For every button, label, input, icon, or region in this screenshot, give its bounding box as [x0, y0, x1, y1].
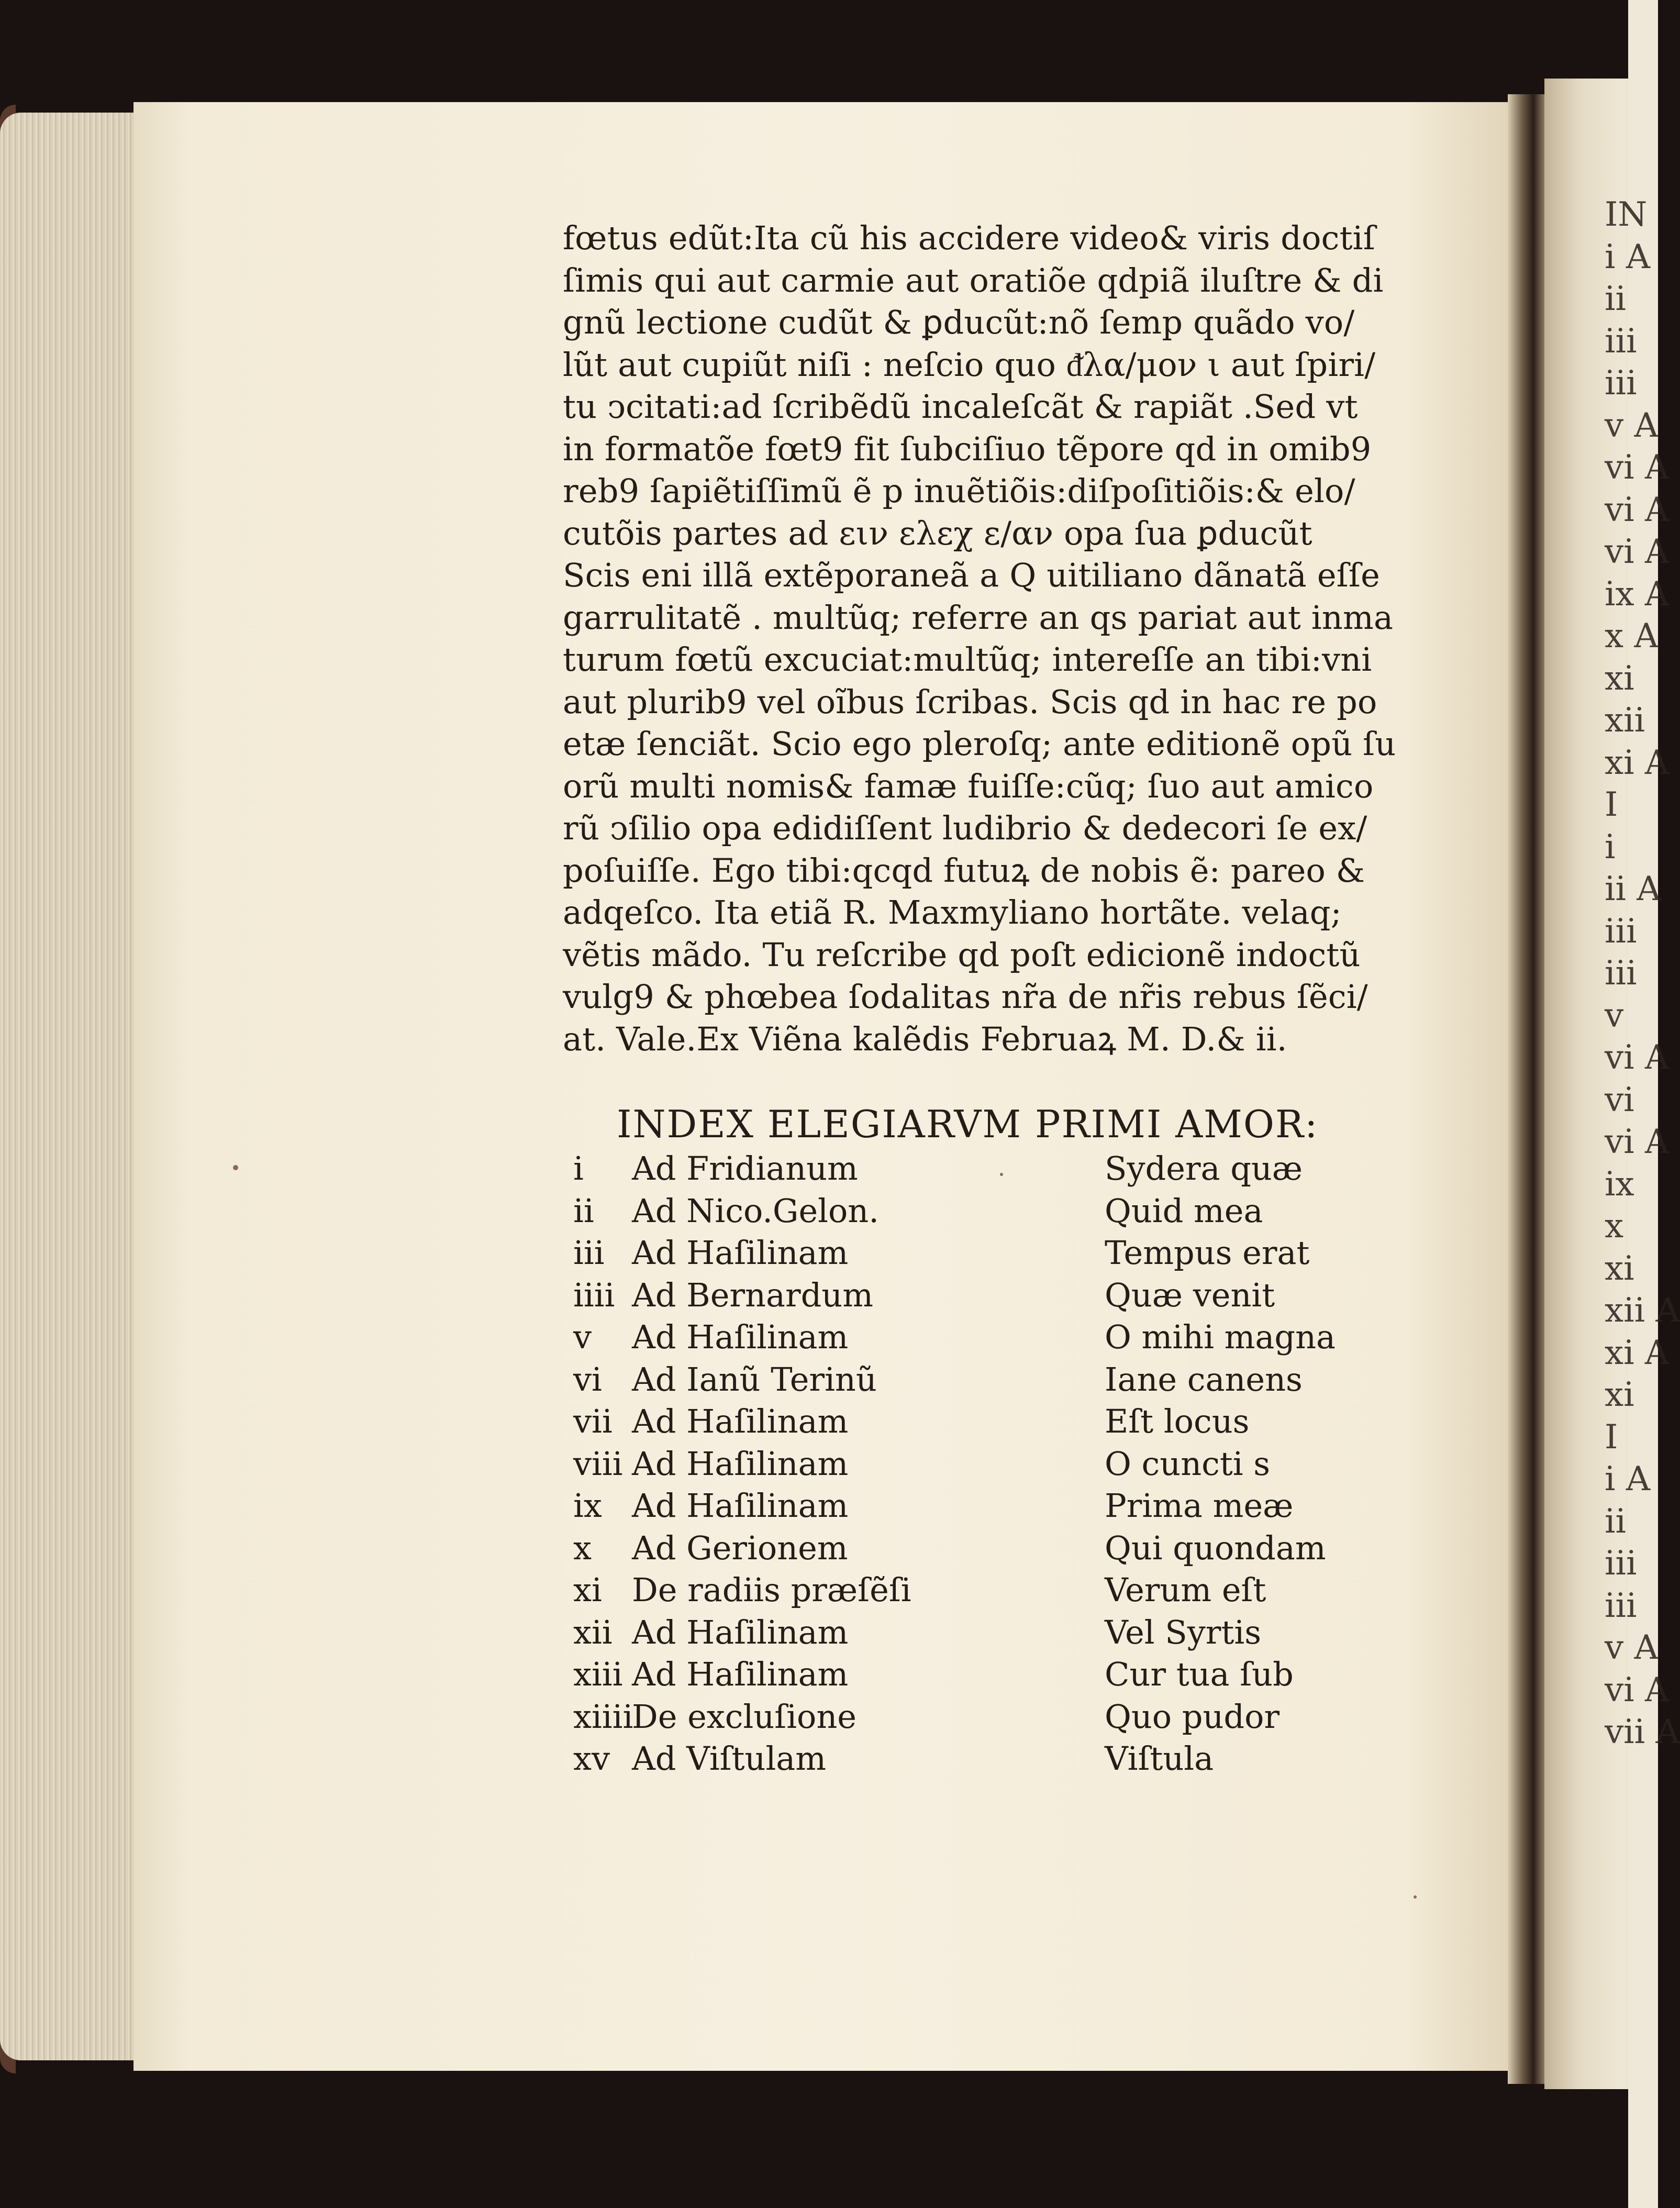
index-incipit: Verum eſt: [1105, 1571, 1266, 1609]
index-number: v: [573, 1318, 592, 1356]
facing-line: vi A: [1605, 1123, 1670, 1161]
facing-line: i A: [1605, 237, 1651, 276]
facing-line: vi: [1605, 1080, 1634, 1119]
facing-line: i A: [1605, 1460, 1651, 1499]
index-row: [573, 1360, 1390, 1403]
index-row: [573, 1234, 1390, 1276]
index-title-entry: Ad Haſilinam: [632, 1402, 849, 1440]
index-number: x: [573, 1528, 592, 1567]
index-row: [573, 1529, 1390, 1571]
index-incipit: Eſt locus: [1105, 1402, 1250, 1440]
index-title: INDEX ELEGIARVM PRIMI AMOR:: [617, 1102, 1319, 1146]
index-title-entry: Ad Nico.Gelon.: [632, 1191, 879, 1230]
facing-line: vii A: [1605, 1713, 1680, 1751]
index-row: [573, 1613, 1390, 1656]
text-line: cutõis partes ad ειν ελεχ ε/αν opa ſua ꝑducũt: [563, 514, 1312, 552]
text-line: aut plurib9 vel oĩbus ſcribas. Scis qd in hac re po: [563, 682, 1377, 721]
index-incipit: Sydera quæ: [1105, 1149, 1303, 1188]
index-row: [573, 1697, 1390, 1740]
text-line: vẽtis mãdo. Tu reſcribe qd poſt edicionẽ indoctũ: [563, 935, 1361, 974]
index-row: [573, 1318, 1390, 1360]
index-title-entry: Ad Viſtulam: [632, 1739, 827, 1778]
facing-line: iii: [1605, 321, 1637, 361]
ink-spot: [1000, 1173, 1003, 1176]
facing-line: x A: [1605, 617, 1659, 656]
ink-spot: [1414, 1895, 1417, 1899]
facing-line: I: [1605, 1417, 1618, 1457]
facing-line: v A: [1605, 1628, 1659, 1667]
text-line: etæ ſenciãt. Scio ego pleroſq; ante editionẽ opũ ſu: [563, 725, 1396, 763]
facing-line: vi A: [1605, 532, 1670, 571]
facing-line: v: [1605, 996, 1624, 1035]
facing-line: iii: [1605, 1586, 1637, 1625]
index-incipit: Vel Syrtis: [1105, 1613, 1262, 1651]
index-number: xi: [573, 1571, 602, 1609]
text-line: turum fœtũ excuciat:multũq; intereſſe an tibi:vni: [563, 640, 1372, 679]
index-title-entry: De radiis præſẽſi: [632, 1571, 911, 1609]
facing-line: v A: [1605, 406, 1659, 445]
facing-line: ix A: [1605, 574, 1670, 614]
index-title-entry: Ad Gerionem: [632, 1528, 848, 1567]
index-incipit: Iane canens: [1105, 1360, 1303, 1399]
facing-line: ii: [1605, 1502, 1626, 1541]
facing-line: vi A: [1605, 1038, 1670, 1077]
facing-line: vi A: [1605, 1670, 1670, 1710]
index-number: ix: [573, 1486, 602, 1525]
text-line: fœtus edũt:Ita cũ his accidere video& viris doctiſ: [563, 219, 1375, 257]
text-line: lũt aut cupiũt niſi : neſcio quo ᵭλα/μον ι aut ſpiri/: [563, 345, 1376, 384]
index-row: [573, 1192, 1390, 1234]
facing-line: xii: [1605, 701, 1645, 740]
facing-line: xi: [1605, 1375, 1634, 1414]
facing-line: iii: [1605, 912, 1637, 951]
facing-line: xi: [1605, 1249, 1634, 1288]
index-title-entry: Ad Haſilinam: [632, 1318, 849, 1356]
facing-page-text: [1605, 194, 1680, 1754]
facing-line: ii: [1605, 280, 1626, 318]
text-line: gnũ lectione cudũt & ꝑducũt:nõ ſemp quãdo vo/: [563, 303, 1355, 341]
index-incipit: Quid mea: [1105, 1191, 1263, 1230]
index-number: iii: [573, 1234, 605, 1272]
index-row: [573, 1571, 1390, 1613]
index-title-entry: Ad Haſilinam: [632, 1444, 849, 1483]
text-line: ſimis qui aut carmie aut oratiõe qdpiã iluſtre & di: [563, 261, 1384, 299]
index-incipit: Tempus erat: [1105, 1234, 1310, 1272]
index-row: [573, 1276, 1390, 1318]
index-row: [573, 1739, 1390, 1782]
facing-line: iii: [1605, 364, 1637, 403]
index-incipit: O cuncti s: [1105, 1444, 1271, 1483]
page-stack-edge: [0, 113, 141, 2060]
text-line: in formatõe fœt9 fit ſubciſiuo tẽpore qd in omib9: [563, 429, 1372, 468]
facing-line: i: [1605, 827, 1616, 867]
facing-line: iii: [1605, 954, 1637, 993]
index-number: i: [573, 1149, 584, 1188]
facing-line: xii A: [1605, 1291, 1680, 1330]
index-title-entry: De excluſione: [632, 1697, 856, 1736]
text-line: vulg9 & phœbea ſodalitas nr̃a de nr̃is rebus ſẽci/: [563, 978, 1368, 1016]
index-number: viii: [573, 1444, 623, 1483]
index-incipit: O mihi magna: [1105, 1318, 1336, 1356]
index-title-entry: Ad Haſilinam: [632, 1234, 849, 1272]
facing-line: xi A: [1605, 1333, 1670, 1372]
text-line: poſuiſſe. Ego tibi:qcqd futuꝝ de nobis ẽ: pareo &: [563, 851, 1365, 890]
index-title-entry: Ad Fridianum: [632, 1149, 858, 1188]
text-line: reb9 ſapiẽtiſſimũ ẽ p inuẽtiõis:diſpoſitiõis:& elo/: [563, 472, 1355, 510]
index-number: ii: [573, 1191, 594, 1230]
index-row: [573, 1655, 1390, 1697]
facing-line: ix: [1605, 1164, 1634, 1204]
index-number: vii: [573, 1402, 613, 1440]
index-row: [573, 1486, 1390, 1529]
index-incipit: Prima meæ: [1105, 1486, 1294, 1525]
index-row: [573, 1149, 1390, 1192]
index-incipit: Cur tua ſub: [1105, 1655, 1294, 1693]
index-incipit: Quæ venit: [1105, 1275, 1275, 1314]
text-line: tu ↄcitati:ad ſcribẽdũ incaleſcãt & rapiãt .Sed vt: [563, 387, 1358, 426]
facing-line: iii: [1605, 1544, 1637, 1583]
facing-line: xi A: [1605, 743, 1670, 782]
index-table: [573, 1149, 1390, 1782]
ink-spot: [233, 1165, 238, 1170]
facing-line: IN: [1605, 195, 1648, 234]
index-title-entry: Ad Haſilinam: [632, 1613, 849, 1651]
index-title-entry: Ad Haſilinam: [632, 1655, 849, 1693]
index-number: vi: [573, 1360, 602, 1399]
index-title-entry: Ad Haſilinam: [632, 1486, 849, 1525]
index-incipit: Qui quondam: [1105, 1528, 1326, 1567]
text-line: garrulitatẽ . multũq; referre an qs pariat aut inma: [563, 598, 1394, 637]
facing-line: vi A: [1605, 490, 1670, 529]
index-number: xiiii: [573, 1697, 633, 1736]
index-title-entry: Ad Bernardum: [632, 1275, 874, 1314]
facing-line: xi: [1605, 659, 1634, 698]
text-line: Scis eni illã extẽporaneã a Q uitiliano dãnatã eſſe: [563, 556, 1380, 594]
index-number: xiii: [573, 1655, 623, 1693]
index-number: xii: [573, 1613, 613, 1651]
text-line: orũ multi nomis& famæ fuiſſe:cũq; ſuo aut amico: [563, 767, 1374, 805]
text-line: at. Vale.Ex Viẽna kalẽdis Februaꝝ M. D.& ii.: [563, 1019, 1287, 1058]
index-title-entry: Ad Ianũ Terinũ: [632, 1360, 877, 1399]
index-number: xv: [573, 1739, 610, 1778]
facing-line: I: [1605, 785, 1618, 824]
text-line: rũ ↄſilio opa edidiſſent ludibrio & dedecori ſe ex/: [563, 809, 1367, 847]
letter-text: [563, 217, 1400, 1060]
text-line: adqeſco. Ita etiã R. Maxmyliano hortãte. velaq;: [563, 893, 1342, 931]
facing-line: ii A: [1605, 870, 1661, 908]
index-number: iiii: [573, 1275, 615, 1314]
index-incipit: Quo pudor: [1105, 1697, 1280, 1736]
book-gutter: [1508, 94, 1544, 2084]
index-row: [573, 1402, 1390, 1445]
index-row: [573, 1445, 1390, 1487]
index-incipit: Viſtula: [1105, 1739, 1214, 1778]
facing-line: x: [1605, 1207, 1624, 1246]
facing-line: vi A: [1605, 448, 1670, 487]
